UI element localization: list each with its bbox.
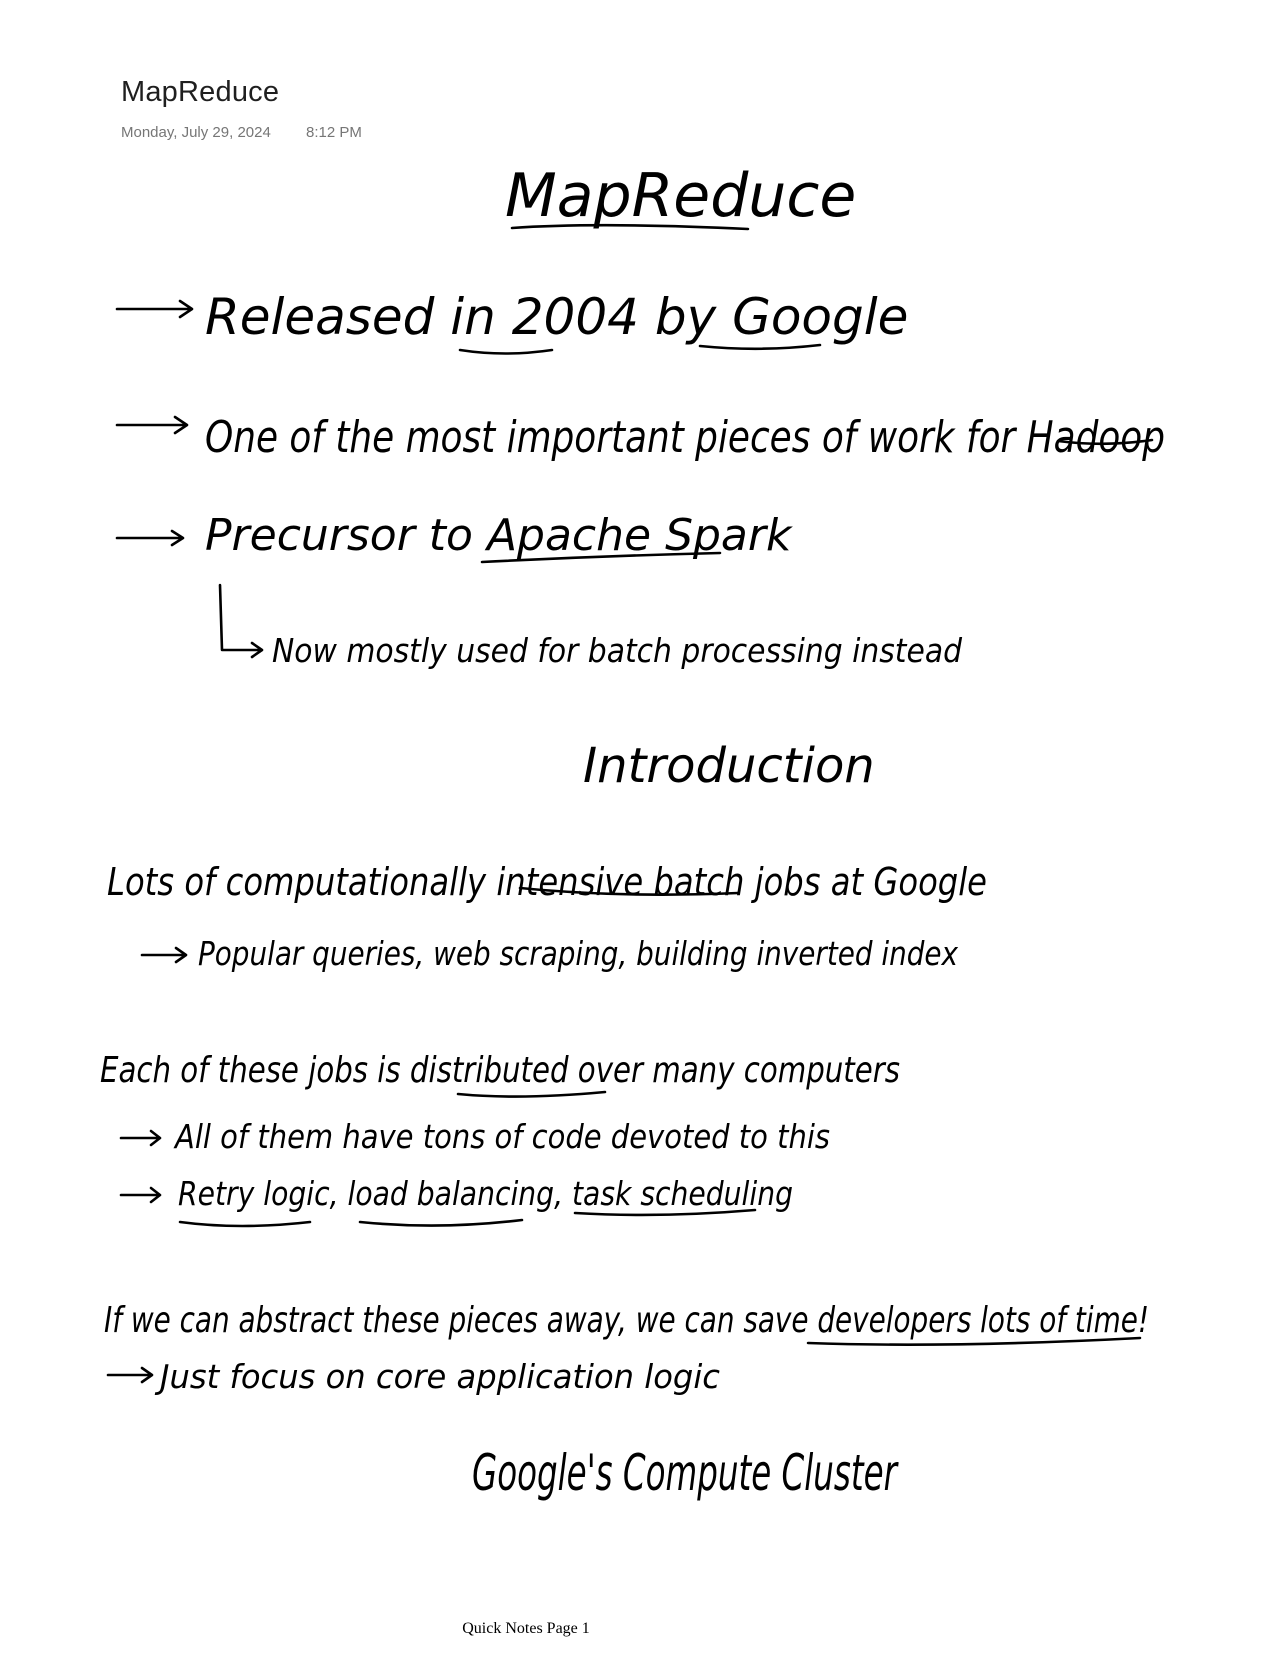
sub-bullet-batch: Now mostly used for batch processing instead: [272, 631, 963, 670]
bullet-released: Released in 2004 by Google: [205, 288, 909, 346]
underline-retry-logic: [180, 1222, 310, 1226]
footer-label: Quick Notes Page 1: [462, 1620, 590, 1637]
arrow-icon: [108, 1368, 152, 1382]
abstract-line: If we can abstract these pieces away, we can save developers lots of time!: [104, 1300, 1149, 1341]
intro-sub: Popular queries, web scraping, building inverted index: [198, 934, 959, 973]
bullet-spark: Precursor to Apache Spark: [205, 510, 792, 561]
intro-heading: Introduction: [583, 738, 875, 794]
page-time: 8:12 PM: [306, 124, 362, 141]
distributed-line: Each of these jobs is distributed over many computers: [100, 1050, 900, 1091]
cluster-heading: Google's Compute Cluster: [472, 1444, 900, 1502]
arrow-icon: [117, 301, 192, 317]
arrow-icon: [121, 1131, 160, 1145]
underline-distributed: [458, 1092, 605, 1097]
distributed-sub-1: All of them have tons of code devoted to this: [173, 1117, 830, 1156]
intro-line: Lots of computationally intensive batch jobs at Google: [107, 860, 987, 904]
distributed-sub-2: Retry logic, load balancing, task scheduling: [178, 1174, 793, 1213]
arrow-icon: [142, 948, 186, 962]
page-title: MapReduce: [121, 76, 280, 108]
notes-heading: MapReduce: [505, 161, 857, 231]
underline-2004: [460, 350, 552, 354]
page-footer: [0, 1620, 1275, 1638]
arrow-icon: [121, 1188, 160, 1202]
abstract-sub: Just focus on core application logic: [154, 1357, 720, 1396]
page-date: Monday, July 29, 2024: [121, 124, 271, 141]
underline-load-balancing: [360, 1220, 522, 1226]
elbow-arrow-icon: [220, 585, 262, 657]
arrow-icon: [117, 531, 183, 545]
bullet-hadoop: One of the most important pieces of work for Hadoop: [205, 412, 1165, 463]
arrow-icon: [117, 417, 187, 433]
